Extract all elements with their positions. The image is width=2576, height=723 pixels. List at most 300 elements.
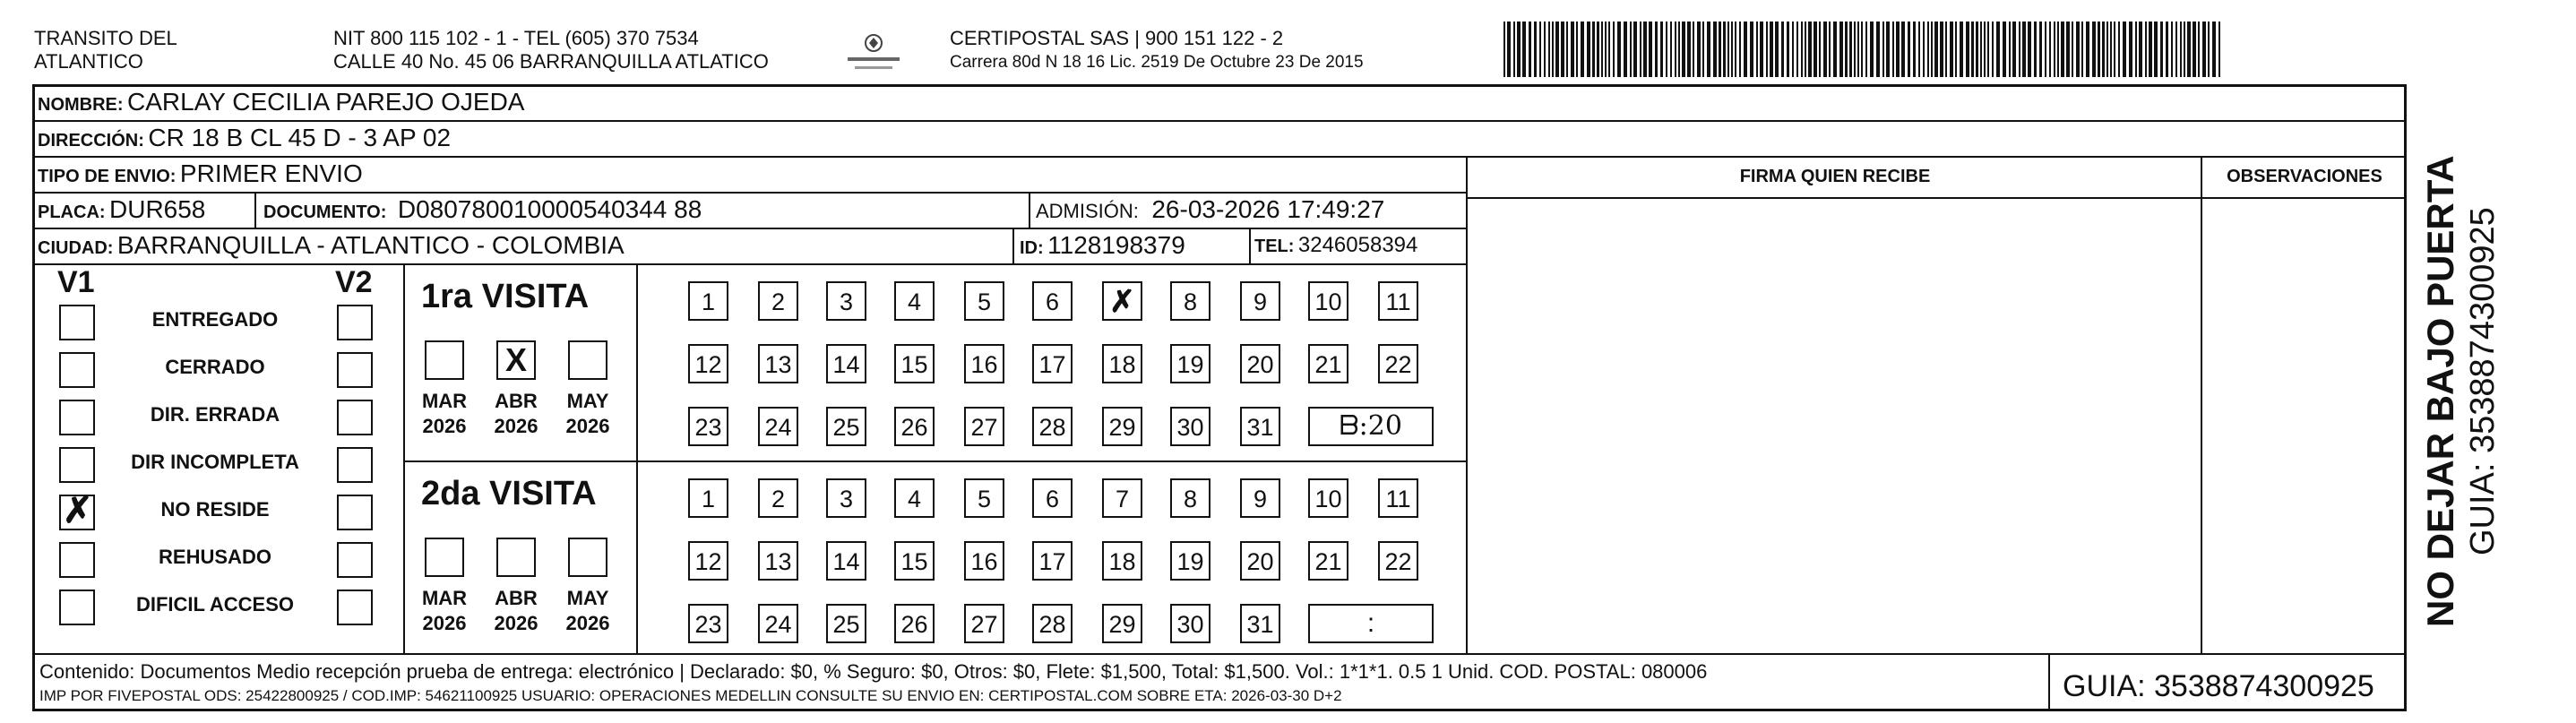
day-box[interactable]: 2 xyxy=(758,478,798,518)
barcode-bar xyxy=(1966,22,1969,77)
barcode-bar xyxy=(1940,22,1943,77)
barcode-bar xyxy=(1987,22,1989,77)
barcode-bar xyxy=(2139,22,2142,77)
barcode-bar xyxy=(2081,22,2083,77)
month-label xyxy=(556,586,620,636)
day-box[interactable]: 9 xyxy=(1240,478,1280,518)
day-box[interactable]: 8 xyxy=(1170,281,1210,321)
barcode-bar xyxy=(1992,22,1994,77)
v2-checkbox[interactable] xyxy=(337,447,373,483)
day-box[interactable]: 21 xyxy=(1308,344,1348,383)
nombre-label: NOMBRE: xyxy=(38,95,124,115)
barcode-bar xyxy=(1892,22,1894,77)
barcode-bar xyxy=(1787,22,1789,77)
v2-checkbox[interactable] xyxy=(337,400,373,435)
barcode-bar xyxy=(1819,22,1821,77)
nombre-value: CARLAY CECILIA PAREJO OJEDA xyxy=(127,88,525,116)
barcode-bar xyxy=(1643,22,1647,77)
footer-line1: Contenido: Documentos Medio recepción prueba de entrega: electrónico | Declarado: $0, % Seguro: $0, Otros: $0, Flete: $1,500, Total: $1,500. Vol.: 1*1*1. 0.5 1 Unid. COD. POSTAL: 080006 xyxy=(39,660,1708,683)
day-box[interactable]: 27 xyxy=(964,604,1004,643)
barcode-bar xyxy=(1534,22,1537,77)
barcode-bar xyxy=(1713,22,1717,77)
barcode-bar xyxy=(2187,22,2191,77)
direccion-value: CR 18 B CL 45 D - 3 AP 02 xyxy=(148,124,452,151)
barcode-bar xyxy=(1735,22,1736,77)
day-box[interactable]: 12 xyxy=(688,541,728,581)
ciudad-row xyxy=(38,230,625,265)
observaciones-area[interactable] xyxy=(2202,199,2405,651)
barcode-bar xyxy=(1566,22,1568,77)
v2-checkbox[interactable] xyxy=(337,542,373,578)
month-label xyxy=(556,389,620,439)
barcode-bar xyxy=(1539,22,1541,77)
barcode-bar xyxy=(1865,22,1867,77)
day-box[interactable]: 3 xyxy=(826,478,866,518)
barcode-bar xyxy=(2072,22,2073,77)
day-box[interactable]: 29 xyxy=(1102,407,1142,446)
barcode-bar xyxy=(1613,22,1615,77)
barcode-bar xyxy=(1655,22,1658,77)
barcode-bar xyxy=(1931,22,1933,77)
barcode-bar xyxy=(1823,22,1827,77)
day-box[interactable]: 5 xyxy=(964,478,1004,518)
barcode-bar xyxy=(2193,22,2196,77)
month-label xyxy=(412,586,477,636)
barcode-bar xyxy=(2114,22,2115,77)
tipo-value: PRIMER ENVIO xyxy=(179,159,363,187)
barcode-bar xyxy=(1839,22,1843,77)
barcode-bar xyxy=(2208,22,2210,77)
day-box[interactable]: 16 xyxy=(964,344,1004,383)
barcode-bar xyxy=(2145,22,2147,77)
v1-checkbox[interactable] xyxy=(59,491,95,530)
day-box[interactable]: 14 xyxy=(826,344,866,383)
month-year: 2026 xyxy=(494,415,538,437)
v2-label: V2 xyxy=(335,265,373,299)
barcode-bar xyxy=(1845,22,1848,77)
status-label: DIFICIL ACCESO xyxy=(135,593,294,615)
v1-checkbox[interactable] xyxy=(59,542,95,578)
visit-title: 2da VISITA xyxy=(421,475,597,512)
barcode-bar xyxy=(1633,22,1637,77)
v2-checkbox[interactable] xyxy=(337,590,373,625)
barcode-bar xyxy=(1687,22,1691,77)
day-box[interactable]: 28 xyxy=(1032,407,1073,446)
day-box[interactable]: 30 xyxy=(1170,604,1210,643)
barcode-bar xyxy=(1908,22,1910,77)
barcode-bar xyxy=(2118,22,2120,77)
day-box[interactable]: 28 xyxy=(1032,604,1073,643)
barcode-bar xyxy=(1660,22,1663,77)
admision-value: 26-03-2026 17:49:27 xyxy=(1151,195,1385,223)
ciudad-label: CIUDAD: xyxy=(38,238,114,258)
barcode-bar xyxy=(2166,22,2168,77)
day-box[interactable]: 26 xyxy=(894,604,935,643)
barcode-bar xyxy=(1649,22,1652,77)
id-label: ID: xyxy=(1020,238,1044,258)
barcode-bar xyxy=(2086,22,2089,77)
barcode-bar xyxy=(1587,22,1590,77)
barcode-bar xyxy=(1955,22,1957,77)
barcode-bar xyxy=(1666,22,1667,77)
barcode-bar xyxy=(1608,22,1610,77)
barcode-bar xyxy=(1561,22,1564,77)
sender-company-line2: ATLANTICO xyxy=(34,50,143,73)
direccion-row xyxy=(38,123,451,158)
day-box[interactable]: ✗ xyxy=(1102,281,1142,321)
v1-label: V1 xyxy=(57,265,95,299)
status-label: REHUSADO xyxy=(159,546,271,568)
barcode-bar xyxy=(2149,22,2152,77)
barcode-bar xyxy=(2049,22,2051,77)
observaciones-header: OBSERVACIONES xyxy=(2227,167,2382,186)
v2-checkbox[interactable] xyxy=(337,495,373,530)
barcode-bar xyxy=(1723,22,1726,77)
barcode-bar xyxy=(1630,22,1632,77)
documento-value: D080780010000540344 88 xyxy=(397,195,702,223)
day-box[interactable]: 19 xyxy=(1170,344,1210,383)
documento-row xyxy=(263,194,702,229)
barcode-bar xyxy=(1513,22,1515,77)
day-box[interactable]: 23 xyxy=(688,604,728,643)
day-box[interactable]: 10 xyxy=(1308,478,1348,518)
barcode-bar xyxy=(1971,22,1974,77)
barcode-bar xyxy=(1950,22,1953,77)
month-label xyxy=(484,586,548,636)
day-box[interactable]: 20 xyxy=(1240,344,1280,383)
month-year: 2026 xyxy=(494,612,538,634)
month-name: MAR xyxy=(421,587,468,609)
barcode-bar xyxy=(2184,22,2185,77)
day-box[interactable]: 7 xyxy=(1102,478,1142,518)
sender-company xyxy=(34,27,177,73)
day-box[interactable]: 12 xyxy=(688,344,728,383)
v2-checkbox[interactable] xyxy=(337,352,373,388)
day-box[interactable]: 22 xyxy=(1378,344,1418,383)
day-box[interactable]: 8 xyxy=(1170,478,1210,518)
month-label xyxy=(484,389,548,439)
barcode-bar xyxy=(2034,22,2037,77)
sender-info xyxy=(333,27,769,73)
status-label: NO RESIDE xyxy=(160,498,270,521)
barcode-bar xyxy=(1829,22,1831,77)
firma-header: FIRMA QUIEN RECIBE xyxy=(1739,167,1931,186)
day-box[interactable]: 23 xyxy=(688,407,728,446)
barcode-bar xyxy=(1702,22,1704,77)
logo-icon xyxy=(842,27,905,77)
v1-checkbox[interactable] xyxy=(59,305,95,340)
v1-checkbox[interactable] xyxy=(59,400,95,435)
day-box[interactable]: 11 xyxy=(1378,478,1418,518)
day-box[interactable]: 17 xyxy=(1032,541,1073,581)
barcode-bar xyxy=(2218,22,2220,77)
tel-label: TEL: xyxy=(1254,237,1295,256)
barcode-bar xyxy=(2057,22,2059,77)
day-box[interactable]: 4 xyxy=(894,478,935,518)
barcode-bar xyxy=(1640,22,1641,77)
barcode-bar xyxy=(1576,22,1578,77)
month-year: 2026 xyxy=(422,415,467,437)
month-checkbox[interactable] xyxy=(425,538,464,577)
day-box[interactable]: 14 xyxy=(826,541,866,581)
month-year: 2026 xyxy=(565,612,610,634)
barcode-bar xyxy=(2012,22,2016,77)
v1-checkbox[interactable] xyxy=(59,447,95,483)
barcode-bar xyxy=(1605,22,1607,77)
barcode-bar xyxy=(1870,22,1874,77)
month-checkbox[interactable] xyxy=(425,340,464,380)
barcode-bar xyxy=(1801,22,1803,77)
footer-line2: IMP POR FIVEPOSTAL ODS: 25422800925 / COD.IMP: 54621100925 USUARIO: OPERACIONES MEDELLIN CONSULTE SU ENVIO EN: CERTIPOSTAL.COM SOBRE ETA: 2026-03-30 D+2 xyxy=(39,687,1342,704)
barcode-bar xyxy=(1601,22,1603,77)
barcode-bar xyxy=(1503,22,1505,77)
barcode-bar xyxy=(2198,22,2200,77)
barcode-bar xyxy=(1814,22,1817,77)
barcode-bar xyxy=(1796,22,1798,77)
time-box[interactable]: : xyxy=(1308,604,1434,643)
month-name: MAR xyxy=(421,390,468,412)
month-year: 2026 xyxy=(565,415,610,437)
day-box[interactable]: 13 xyxy=(758,344,798,383)
barcode-bar xyxy=(2003,22,2006,77)
day-box[interactable]: 6 xyxy=(1032,478,1073,518)
barcode-bar xyxy=(1934,22,1938,77)
barcode-bar xyxy=(1792,22,1794,77)
barcode-bar xyxy=(2135,22,2137,77)
barcode-bar xyxy=(1522,22,1526,77)
day-box[interactable]: 26 xyxy=(894,407,935,446)
barcode-bar xyxy=(1544,22,1546,77)
v1-checkbox[interactable] xyxy=(59,352,95,388)
barcode-bar xyxy=(2106,22,2108,77)
day-box[interactable]: 29 xyxy=(1102,604,1142,643)
barcode-bar xyxy=(2129,22,2132,77)
barcode-bar xyxy=(1744,22,1747,77)
barcode-bar xyxy=(1597,22,1599,77)
day-box[interactable]: 21 xyxy=(1308,541,1348,581)
barcode-bar xyxy=(1770,22,1773,77)
barcode-bar xyxy=(1854,22,1856,77)
v1-checkbox[interactable] xyxy=(59,590,95,625)
status-label: ENTREGADO xyxy=(151,308,279,331)
nombre-row xyxy=(38,87,524,122)
barcode-bar xyxy=(2039,22,2042,77)
barcode-bar xyxy=(2202,22,2206,77)
barcode-bar xyxy=(1923,22,1925,77)
tipo-label: TIPO DE ENVIO: xyxy=(38,167,177,186)
tipo-row xyxy=(38,159,363,194)
barcode-bar xyxy=(2212,22,2216,77)
barcode-bar xyxy=(1896,22,1900,77)
barcode-bar xyxy=(1913,22,1916,77)
barcode-bar xyxy=(1548,22,1550,77)
barcode-bar xyxy=(1984,22,1986,77)
day-box[interactable]: 16 xyxy=(964,541,1004,581)
barcode-bar xyxy=(2123,22,2126,77)
address-line: CALLE 40 No. 45 06 BARRANQUILLA ATLATICO xyxy=(333,50,769,73)
side-guia: GUIA: 3538874300925 xyxy=(2464,207,2502,555)
month-name: ABR xyxy=(495,390,538,412)
barcode-bar xyxy=(1571,22,1574,77)
barcode-bar xyxy=(2092,22,2096,77)
v2-checkbox[interactable] xyxy=(337,305,373,340)
day-box[interactable]: 11 xyxy=(1378,281,1418,321)
barcode-bar xyxy=(2054,22,2055,77)
barcode-bar xyxy=(2009,22,2011,77)
admision-label: ADMISIÓN: xyxy=(1036,200,1139,222)
day-box[interactable]: 18 xyxy=(1102,541,1142,581)
barcode-bar xyxy=(2066,22,2070,77)
tel-value: 3246058394 xyxy=(1297,233,1418,257)
day-box[interactable]: 24 xyxy=(758,604,798,643)
barcode-bar xyxy=(1861,22,1863,77)
barcode-bar xyxy=(1808,22,1812,77)
barcode-bar xyxy=(1693,22,1694,77)
license-line: Carrera 80d N 18 16 Lic. 2519 De Octubre 23 De 2015 xyxy=(950,53,1364,72)
month-checkbox[interactable] xyxy=(568,538,607,577)
barcode-bar xyxy=(1592,22,1595,77)
tel-row xyxy=(1254,230,1417,263)
month-name: ABR xyxy=(495,587,538,609)
barcode-bar xyxy=(1927,22,1929,77)
day-box[interactable]: 31 xyxy=(1240,604,1280,643)
barcode-bar xyxy=(1766,22,1768,77)
id-row xyxy=(1020,230,1185,265)
month-label xyxy=(412,389,477,439)
time-box[interactable]: ᗷ:20 xyxy=(1308,407,1434,446)
barcode-bar xyxy=(2175,22,2177,77)
day-box[interactable]: 3 xyxy=(826,281,866,321)
barcode-bar xyxy=(2160,22,2163,77)
month-checkbox[interactable] xyxy=(496,340,536,380)
barcode-bar xyxy=(2098,22,2100,77)
day-box[interactable]: 17 xyxy=(1032,344,1073,383)
barcode-bar xyxy=(1882,22,1884,77)
day-box[interactable]: 20 xyxy=(1240,541,1280,581)
day-box[interactable]: 25 xyxy=(826,604,866,643)
day-box[interactable]: 4 xyxy=(894,281,935,321)
documento-label: DOCUMENTO: xyxy=(263,202,387,222)
day-box[interactable]: 2 xyxy=(758,281,798,321)
barcode-bar xyxy=(1886,22,1890,77)
day-box[interactable]: 15 xyxy=(894,344,935,383)
barcode-bar xyxy=(1517,22,1521,77)
day-box[interactable]: 15 xyxy=(894,541,935,581)
barcode-bar xyxy=(1529,22,1531,77)
day-box[interactable]: 27 xyxy=(964,407,1004,446)
barcode-bar xyxy=(1675,22,1676,77)
barcode-bar xyxy=(1857,22,1859,77)
barcode-bar xyxy=(1682,22,1685,77)
barcode-bar xyxy=(2019,22,2020,77)
barcode-bar xyxy=(1781,22,1784,77)
barcode-bar xyxy=(1756,22,1758,77)
barcode-bar xyxy=(1996,22,2000,77)
no-dejar-warning: NO DEJAR BAJO PUERTA xyxy=(2419,155,2461,627)
day-box[interactable]: 25 xyxy=(826,407,866,446)
month-checkbox[interactable] xyxy=(568,340,607,380)
day-box[interactable]: 9 xyxy=(1240,281,1280,321)
month-name: MAY xyxy=(566,390,609,412)
barcode-bar xyxy=(1945,22,1947,77)
month-checkmark: X xyxy=(505,341,528,378)
day-box[interactable]: 31 xyxy=(1240,407,1280,446)
barcode-bar xyxy=(2028,22,2031,77)
barcode-bar xyxy=(1617,22,1621,77)
footer-guia: GUIA: 3538874300925 xyxy=(2063,669,2374,703)
barcode-bar xyxy=(1739,22,1741,77)
month-year: 2026 xyxy=(422,612,467,634)
barcode-bar xyxy=(1775,22,1779,77)
barcode-bar xyxy=(1833,22,1837,77)
placa-value: DUR658 xyxy=(109,195,206,223)
barcode-bar xyxy=(1727,22,1729,77)
day-box[interactable]: 24 xyxy=(758,407,798,446)
day-box[interactable]: 22 xyxy=(1378,541,1418,581)
id-value: 1128198379 xyxy=(1047,231,1185,259)
barcode-bar xyxy=(1707,22,1710,77)
day-box[interactable]: 30 xyxy=(1170,407,1210,446)
barcode-bar xyxy=(1901,22,1905,77)
barcode-bar xyxy=(1760,22,1763,77)
placa-label: PLACA: xyxy=(38,202,106,222)
barcode-bar xyxy=(2102,22,2105,77)
barcode-bar xyxy=(1552,22,1554,77)
barcode-bar xyxy=(1678,22,1680,77)
day-box[interactable]: 6 xyxy=(1032,281,1073,321)
sender-company-line1: TRANSITO DEL xyxy=(34,27,177,49)
barcode-bar xyxy=(1976,22,1978,77)
barcode-bar xyxy=(2045,22,2046,77)
day-box[interactable]: 1 xyxy=(688,478,728,518)
day-box[interactable]: 19 xyxy=(1170,541,1210,581)
barcode-bar xyxy=(1507,22,1511,77)
barcode-bar xyxy=(1555,22,1559,77)
barcode-bar xyxy=(1624,22,1627,77)
month-checkbox[interactable] xyxy=(496,538,536,577)
day-box[interactable]: 18 xyxy=(1102,344,1142,383)
month-name: MAY xyxy=(566,587,609,609)
nit-line: NIT 800 115 102 - 1 - TEL (605) 370 7534 xyxy=(333,27,699,49)
day-box[interactable]: 1 xyxy=(688,281,728,321)
barcode-bar xyxy=(2076,22,2080,77)
status-label: DIR. ERRADA xyxy=(150,403,280,426)
barcode-bar xyxy=(1719,22,1721,77)
barcode-bar xyxy=(1918,22,1920,77)
barcode-bar xyxy=(1876,22,1880,77)
day-box[interactable]: 5 xyxy=(964,281,1004,321)
day-box[interactable]: 13 xyxy=(758,541,798,581)
barcode-bar xyxy=(2180,22,2182,77)
direccion-label: DIRECCIÓN: xyxy=(38,131,144,151)
ciudad-value: BARRANQUILLA - ATLANTICO - COLOMBIA xyxy=(116,231,625,259)
barcode xyxy=(1503,22,2220,77)
barcode-bar xyxy=(1960,22,1963,77)
barcode-bar xyxy=(1980,22,1982,77)
barcode-bar xyxy=(2061,22,2064,77)
barcode-bar xyxy=(1697,22,1701,77)
barcode-bar xyxy=(2022,22,2026,77)
day-box[interactable]: 10 xyxy=(1308,281,1348,321)
visit-title: 1ra VISITA xyxy=(421,278,590,315)
barcode-bar xyxy=(1750,22,1753,77)
barcode-bar xyxy=(2171,22,2173,77)
status-label: CERRADO xyxy=(165,356,265,378)
certipostal-logo xyxy=(842,27,905,77)
courier-line: CERTIPOSTAL SAS | 900 151 122 - 2 xyxy=(950,27,1284,49)
signature-area[interactable] xyxy=(1469,199,2199,651)
admision-row xyxy=(1036,194,1384,229)
